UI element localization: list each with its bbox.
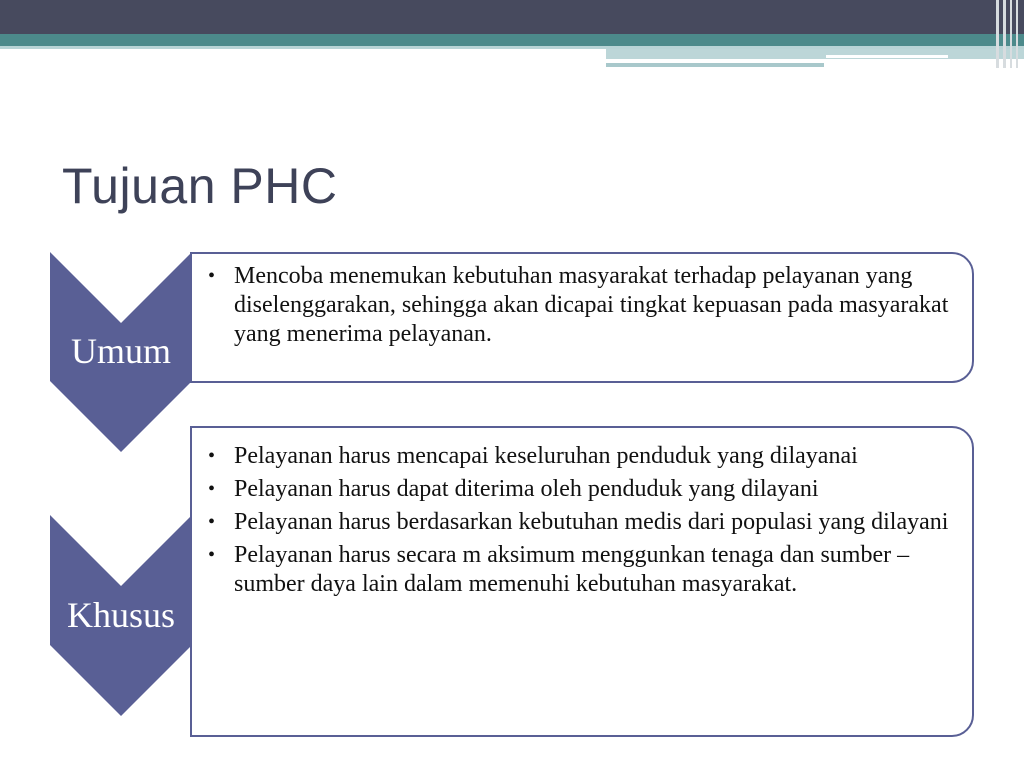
bullet-item: • Pelayanan harus berdasarkan kebutuhan medis dari populasi yang dilayani [234,508,972,537]
bullet-item: • Pelayanan harus dapat diterima oleh penduduk yang dilayani [234,475,972,504]
chevron-label-khusus: Khusus [66,595,176,635]
umum-bullet-list [192,262,972,349]
bullet-item: • Pelayanan harus mencapai keseluruhan penduduk yang dilayanai [234,442,972,471]
bullet-item: • Mencoba menemukan kebutuhan masyarakat terhadap pelayanan yang diselenggarakan, sehingga akan dicapai tingkat kepuasan pada masyarakat yang menerima pelayanan. [234,262,972,349]
umum-content-box [190,252,974,383]
khusus-content-box [190,426,974,737]
chevron-label-umum: Umum [70,331,171,371]
khusus-bullet-list [192,442,972,599]
page-title: Tujuan PHC [62,158,338,214]
bullet-item: • Pelayanan harus secara m aksimum menggunkan tenaga dan sumber – sumber daya lain dalam memenuhi kebutuhan masyarakat. [234,541,972,599]
